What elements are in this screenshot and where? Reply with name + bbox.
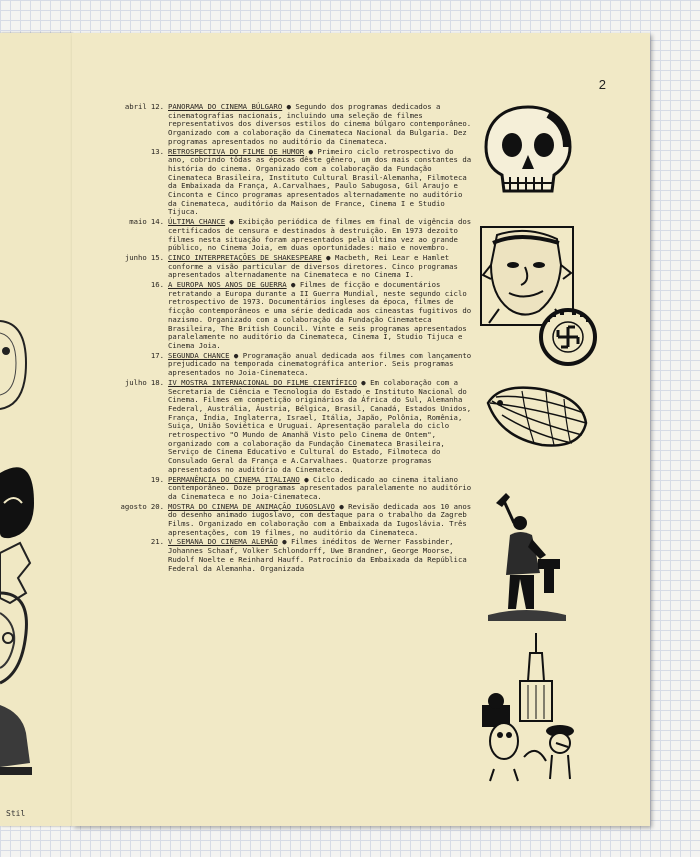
left-page-art: [0, 33, 72, 826]
page-number: 2: [598, 77, 606, 92]
entry-text: Revisão dedicada aos 10 anos do desenho animado iugoslavo, com destaque para o trabalho da Zagreb Films. Organizado em colaboração com a Embaixada da Iugoslávia. Três apresentações, com 19 filmes, no auditório da Cinemateca.: [168, 501, 472, 537]
entry-body: PERMANÊNCIA DO CINEMA ITALIANO ● Ciclo dedicado ao cinema italiano contemporâneo. Doze programas apresentados paralelamente no auditório da Cinemateca e no Joia-Cinemateca.: [168, 474, 472, 501]
entry-number: 21.: [150, 537, 164, 547]
entry-body: SEGUNDA CHANCE ● Programação anual dedicada aos filmes com lançamento prejudicado na temporada cinematográfica anterior. Seis programas apresentados no Joia-Cinemateca.: [168, 350, 472, 378]
swastika-seal-illustration: [538, 307, 598, 367]
entry-title: A EUROPA NOS ANOS DE GUERRA: [168, 280, 287, 290]
entry-date: [108, 352, 168, 378]
entry-month: maio: [129, 217, 147, 227]
entry: [108, 379, 474, 475]
entry-text: Filmes inéditos de Werner Fassbinder, Johannes Schaaf, Volker Schlondorff, Uwe Brandner, George Moorse, Rudolf Noelte e Reinhard Hauff. Patrocínio da Embaixada da República Federal da Alemanha. Organizada: [168, 537, 467, 573]
entry-title: RETROSPECTIVA DO FILME DE HUMOR: [168, 146, 305, 156]
entry-title: CINCO INTERPRETAÇÕES DE SHAKESPEARE: [168, 252, 322, 262]
entry-date: [108, 379, 168, 475]
left-page-edge: [0, 33, 72, 826]
entry-text: Exibição periódica de filmes em final de vigência dos certificados de censura e destinados à destruição. Em 1973 dezoito filmes nesta situação foram apresentados pela última vez ao grande público, no Cinema Joia, em duas oportunidades: maio e novembro.: [168, 217, 472, 253]
entry-text: Macbeth, Rei Lear e Hamlet conforme a visão particular de diversos diretores. Cinco programas apresentados alternadamente na Cinemateca e no Cinema I.: [168, 252, 458, 280]
entry-date: [108, 538, 168, 573]
entry-number: 16.: [150, 280, 164, 290]
entry-number: 13.: [150, 146, 164, 156]
entry-month: julho: [124, 377, 147, 387]
entry-date: [108, 254, 168, 280]
entry-body: IV MOSTRA INTERNACIONAL DO FILME CIENTÍFICO ● Em colaboração com a Secretaria de Ciência e Tecnologia do Estado e Instituto Nacional do Cinema. Filmes em competição originários da África do Sul, Alemanha Federal, Austrália, Áustria, Bélgica, Brasil, Canadá, Estados Unidos, França, Índia, Inglaterra, Israel, Itália, Japão, Polônia, Romênia, Suiça, União Soviética e Uruguai. Apresentação paralela do ciclo retrospectivo "O Mundo de Amanhã Visto pelo Cinema de Ontem", organizado com a colaboração da Fundação Cinemateca Brasileira, Serviço de Cinema Educativo e Cultural do Estado, Filmoteca do Consulado Geral da França e A.Carvalhaes. Quatorze programas apresentados no auditório da Cinemateca.: [168, 377, 472, 474]
entry: [108, 281, 474, 351]
entry-text: Em colaboração com a Secretaria de Ciência e Tecnologia do Estado e Instituto Nacional do Cinema. Filmes em competição originários da África do Sul, Alemanha Federal, Austrália, Áustria, Bélgica, Brasil, Canadá, Estados Unidos, França, Índia, Inglaterra, Israel, Itália, Japão, Polônia, Romênia, Suiça, União Soviética e Uruguai. Apresentação paralela do ciclo retrospectivo "O Mundo de Amanhã Visto pelo Cinema de Ontem", organizado com a colaboração da Fundação Cinemateca Brasileira, Serviço de Cinema Educativo e Cultural do Estado, Filmoteca do Consulado Geral da França e A.Carvalhaes. Quatorze programas apresentados no auditório da Cinemateca.: [168, 377, 472, 474]
entry-date: [108, 103, 168, 147]
entry-date: [108, 503, 168, 538]
entry-title: MOSTRA DO CINEMA DE ANIMAÇÃO IUGOSLAVO: [168, 501, 335, 511]
entry-title: ÚLTIMA CHANCE: [168, 217, 226, 227]
entry-title: IV MOSTRA INTERNACIONAL DO FILME CIENTÍFICO: [168, 377, 357, 387]
entry-date: [108, 476, 168, 502]
program-page: [72, 33, 650, 826]
entry-number: 14.: [150, 217, 164, 227]
entry-body: V SEMANA DO CINEMA ALEMÃO ● Filmes inéditos de Werner Fassbinder, Johannes Schaaf, Volker Schlondorff, Uwe Brandner, George Moorse, Rudolf Noelte e Reinhard Hauff. Patrocínio da Embaixada da República Federal da Alemanha. Organizada: [168, 537, 467, 573]
entry-title: PANORAMA DO CINEMA BÚLGARO: [168, 102, 283, 111]
entries-list: [108, 103, 474, 574]
entry-body: A EUROPA NOS ANOS DE GUERRA ● Filmes de ficção e documentários retratando a Europa durante a II Guerra Mundial, neste segundo ciclo retrospectivo de 1973. Documentários ingleses da época, filmes de ficção contemporâneos e uma série dedicada aos cineastas fugitivos do nazismo. Organizado com a colaboração da Fundação Cinemateca Brasileira, The British Council. Vinte e seis programas apresentados paralelamente no auditório da Cinemateca, Cinema I, Studio Tijuca e Cinema Joia.: [168, 280, 472, 350]
zeppelin-airship-illustration: [482, 379, 592, 453]
entry-number: 20.: [150, 501, 164, 511]
entry-month: junho: [124, 252, 147, 262]
entry-text: Ciclo dedicado ao cinema italiano contemporâneo. Doze programas apresentados paralelamente no auditório da Cinemateca e no Joia-Cinemateca.: [168, 474, 472, 501]
entry-text: Segundo dos programas dedicados a cinematografias nacionais, incluindo uma seleção de filmes representativos dos diversos estilos do cinema búlgaro contemporâneo. Organizado com a colaboração da Cinemateca Nacional da Bulgaria. Dez programas apresentados no auditório da Cinemateca.: [168, 102, 472, 146]
entry: [108, 218, 474, 253]
entry-body: MOSTRA DO CINEMA DE ANIMAÇÃO IUGOSLAVO ● Revisão dedicada aos 10 anos do desenho animado iugoslavo, com destaque para o trabalho da Zagreb Films. Organizado em colaboração com a Embaixada da Iugoslávia. Três apresentações, com 19 filmes, no auditório da Cinemateca.: [168, 501, 472, 537]
entry-title: PERMANÊNCIA DO CINEMA ITALIANO: [168, 474, 300, 484]
entry: [108, 148, 474, 218]
entry-number: 19.: [150, 474, 164, 484]
entry-date: [108, 281, 168, 351]
entry-number: 18.: [150, 377, 164, 387]
entry-date: [108, 148, 168, 218]
entry-body: ÚLTIMA CHANCE ● Exibição periódica de filmes em final de vigência dos certificados de censura e destinados à destruição. Em 1973 dezoito filmes nesta situação foram apresentados pela última vez ao grande público, no Cinema Joia, em duas oportunidades: maio e novembro.: [168, 217, 472, 253]
entry-month: agosto: [120, 501, 147, 511]
entry: [108, 476, 474, 502]
entry-number: 15.: [150, 252, 164, 262]
entry-text: Programação anual dedicada aos filmes com lançamento prejudicado na temporada cinematográfica anterior. Seis programas apresentados no Joia-Cinemateca.: [168, 350, 472, 378]
entry-body: PANORAMA DO CINEMA BÚLGARO ● Segundo dos programas dedicados a cinematografias nacionais, incluindo uma seleção de filmes representativos dos diversos estilos do cinema búlgaro contemporâneo. Organizado com a colaboração da Cinemateca Nacional da Bulgaria. Dez programas apresentados no auditório da Cinemateca.: [168, 102, 472, 146]
entry-date: [108, 218, 168, 253]
entry-text: Primeiro ciclo retrospectivo do ano, cobrindo tôdas as épocas dêste gênero, um dos mais constantes da história do cinema. Organizado com a colaboração da Fundação Cinemateca Brasileira, Instituto Cultural Brasil-Alemanha, Filmoteca da Embaixada da França, A.Carvalhaes, Paulo Sabugosa, Gil Araujo e Cinconta e Cinco programas apresentados alternadamente no auditório da Cinemateca, auditório da Maison de France, Cinema I e Studio Tijuca.: [168, 146, 472, 217]
entry-title: SEGUNDA CHANCE: [168, 350, 230, 360]
entry: [108, 538, 474, 573]
entry: [108, 503, 474, 538]
entry: [108, 352, 474, 378]
entry-body: CINCO INTERPRETAÇÕES DE SHAKESPEARE ● Macbeth, Rei Lear e Hamlet conforme a visão particular de diversos diretores. Cinco programas apresentados alternadamente na Cinemateca e no Cinema I.: [168, 252, 458, 280]
skull-illustration: [482, 103, 574, 199]
entry-month: abril: [124, 102, 147, 111]
entry-title: V SEMANA DO CINEMA ALEMÃO: [168, 537, 278, 547]
entry-number: 17.: [150, 350, 164, 360]
entry: [108, 103, 474, 147]
tower-cartoon-illustration: [476, 631, 582, 785]
entry-text: Filmes de ficção e documentários retratando a Europa durante a II Guerra Mundial, neste segundo ciclo retrospectivo de 1973. Documentários ingleses da época, filmes de ficção contemporâneos e uma série dedicada aos cineastas fugitivos do nazismo. Organizado com a colaboração da Fundação Cinemateca Brasileira, The British Council. Vinte e seis programas apresentados paralelamente no auditório da Cinemateca, Cinema I, Studio Tijuca e Cinema Joia.: [168, 280, 472, 350]
artist-signature: Stil: [6, 809, 26, 818]
entry-body: RETROSPECTIVA DO FILME DE HUMOR ● Primeiro ciclo retrospectivo do ano, cobrindo tôdas as épocas dêste gênero, um dos mais constantes da história do cinema. Organizado com a colaboração da Fundação Cinemateca Brasileira, Instituto Cultural Brasil-Alemanha, Filmoteca da Embaixada da França, A.Carvalhaes, Paulo Sabugosa, Gil Araujo e Cinconta e Cinco programas apresentados alternadamente no auditório da Cinemateca, auditório da Maison de France, Cinema I e Studio Tijuca.: [168, 146, 472, 217]
entry: [108, 254, 474, 280]
entry-number: 12.: [150, 102, 164, 111]
blacksmith-illustration: [480, 489, 572, 625]
